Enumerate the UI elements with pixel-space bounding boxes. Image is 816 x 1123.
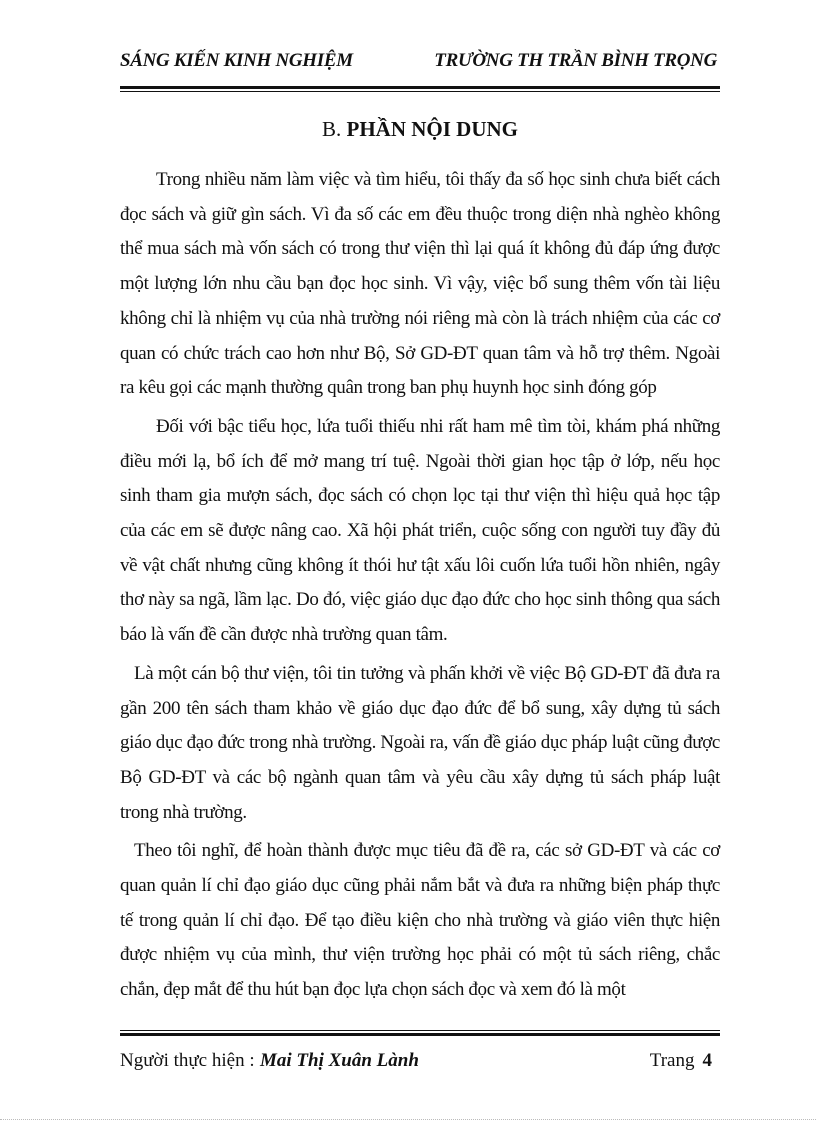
footer-page-indicator xyxy=(650,1050,712,1072)
header-right-school: TRƯỜNG TH TRẦN BÌNH TRỌNG xyxy=(434,50,717,71)
section-prefix: B. xyxy=(321,117,342,141)
page-edge-divider xyxy=(0,1119,816,1120)
header-left-title: SÁNG KIẾN KINH NGHIỆM xyxy=(120,50,353,71)
page-number: 4 xyxy=(702,1050,712,1071)
section-heading: PHẦN NỘI DUNG xyxy=(346,117,518,141)
footer-author-name: Mai Thị Xuân Lành xyxy=(260,1050,419,1071)
paragraph: Trong nhiều năm làm việc và tìm hiểu, tôi thấy đa số học sinh chưa biết cách đọc sách và giữ gìn sách. Vì đa số các em đều thuộc trong diện nhà nghèo không thể mua sách mà vốn sách có trong thư viện thì lại quá ít không đủ đáp ứng được một lượng lớn nhu cầu bạn đọc học sinh. Vì vậy, việc bổ sung thêm vốn tài liệu không chỉ là nhiệm vụ của nhà trường nói riêng mà còn là trách nhiệm của các cơ quan có chức trách cao hơn như Bộ, Sở GD-ĐT quan tâm và hỗ trợ thêm. Ngoài ra kêu gọi các mạnh thường quân trong ban phụ huynh học sinh đóng góp xyxy=(120,169,720,399)
page-header xyxy=(120,50,720,80)
paragraph: Đối với bậc tiểu học, lứa tuổi thiếu nhi rất ham mê tìm tòi, khám phá những điều mới lạ, bổ ích để mở mang trí tuệ. Ngoài thời gian học tập ở lớp, nếu học sinh tham gia mượn sách, đọc sách có chọn lọc tại thư viện thì hiệu quả học tập của các em sẽ được nâng cao. Xã hội phát triển, cuộc sống con người tuy đầy đủ về vật chất nhưng cũng không ít thói hư tật xấu lôi cuốn lứa tuổi hồn nhiên, ngây thơ này sa ngã, lầm lạc. Do đó, việc giáo dục đạo đức cho học sinh thông qua sách báo là vấn đề cần được nhà trường quan tâm. xyxy=(120,415,720,646)
paragraph: Theo tôi nghĩ, để hoàn thành được mục tiêu đã đề ra, các sở GD-ĐT và các cơ quan quản lí chỉ đạo giáo dục cũng phải nắm bắt và đưa ra những biện pháp thực tế trong quản lí chỉ đạo. Để tạo điều kiện cho nhà trường và giáo viên thực hiện được nhiệm vụ của mình, thư viện trường học phải có một tủ sách riêng, chắc chắn, đẹp mắt để thu hút bạn đọc lựa chọn sách đọc và xem đó là một xyxy=(120,840,720,1001)
footer-author-label: Người thực hiện : xyxy=(120,1050,255,1071)
page-footer xyxy=(120,1050,720,1078)
header-divider xyxy=(120,86,720,92)
paragraph: Là một cán bộ thư viện, tôi tin tưởng và phấn khởi về việc Bộ GD-ĐT đã đưa ra gần 200 tên sách tham khảo về giáo dục đạo đức để bổ sung, xây dựng tủ sách giáo dục đạo đức trong nhà trường. Ngoài ra, vấn đề giáo dục pháp luật cũng được Bộ GD-ĐT và các bộ ngành quan tâm và yêu cầu xây dựng tủ sách pháp luật trong nhà trường. xyxy=(120,662,720,823)
body-content xyxy=(120,163,720,1008)
section-title xyxy=(120,117,720,142)
footer-divider xyxy=(120,1030,720,1036)
page-label: Trang xyxy=(649,1050,695,1071)
